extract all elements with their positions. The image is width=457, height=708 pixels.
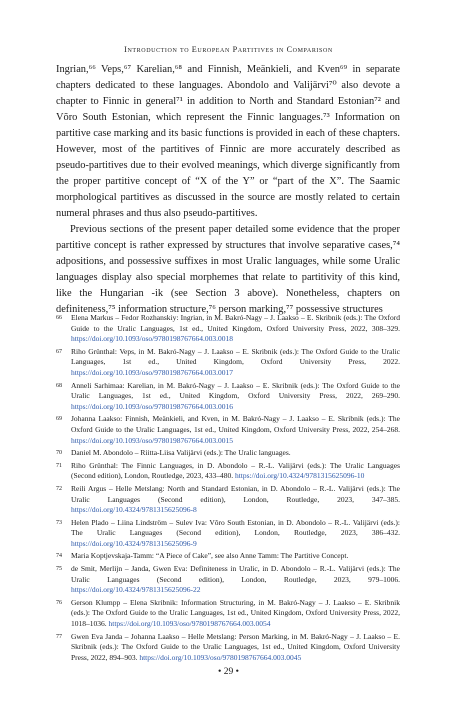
footnote-text: Maria Koptjevskaja-Tamm: “A Piece of Cake”, see also Anne Tamm: The Partitive Concept. [71, 551, 349, 561]
footnote-doi-link[interactable]: https://doi.org/10.1093/oso/9780198767664.003.0017 [71, 367, 233, 377]
footnote-text: Daniel M. Abondolo – Riitta-Liisa Valijärvi (eds.): The Uralic languages. [71, 448, 291, 458]
page-number: • 29 • [218, 667, 239, 677]
footnote-number: 73 [56, 519, 62, 526]
footnote-text: Riho Grünthal: The Finnic Languages, in D. Abondolo – R.-L. Valijärvi (eds.): The Uralic Languages (Second edition), London, Routledge, 2023, 433–480. [71, 460, 400, 481]
footnote-doi-link[interactable]: https://doi.org/10.4324/9781315625096-8 [71, 505, 197, 515]
footnote-doi-link[interactable]: https://doi.org/10.1093/oso/9780198767664.003.0015 [71, 435, 233, 445]
footnote [56, 518, 400, 550]
footnote-number: 68 [56, 382, 62, 389]
footnote-number: 72 [56, 485, 62, 492]
running-head: Introduction to European Partitives in Comparison [124, 45, 333, 54]
footnote [56, 313, 400, 345]
footnote [56, 381, 400, 413]
footnote-text: de Smit, Merlijn – Janda, Gwen Eva: Definiteness in Uralic, in D. Abondolo – R.-L. Valijärvi (eds.): The Uralic Languages (Second edition), London, Routledge, 2023, 979–1006. [71, 564, 400, 584]
footnote-number: 76 [56, 599, 62, 606]
footnote [56, 448, 400, 459]
main-text [56, 62, 400, 318]
footnote-text: Anneli Sarhimaa: Karelian, in M. Bakró-Nagy – J. Laakso – E. Skribnik (eds.): The Oxford Guide to the Uralic Languages, 1st ed., United Kingdom, Oxford University Press, 2022, 269–290. [71, 380, 400, 401]
footnote-number: 66 [56, 315, 62, 321]
footnote-text: Helen Plado – Liina Lindström – Sulev Iva: Võro South Estonian, in D. Abondolo – R.-L. Valijärvi (eds.): The Uralic Languages (Second edition), London, Routledge, 2023, 386–432. [71, 517, 400, 538]
footnote-number: 71 [56, 462, 62, 469]
footnote [56, 347, 400, 379]
paragraph-2: Previous sections of the present paper detailed some evidence that the proper partitive concept is rather expressed by structures that involve separative cases,⁷⁴ adpositions, and possessive suffixes in most Uralic languages, while some Uralic languages display also special morphemes that relate to partitivity of this kind, like the Hungarian -ik (see Section 3 above). Nonetheless, chapters on definiteness,⁷⁵ information structure,⁷⁶ person marking,⁷⁷ possessive structures [56, 224, 400, 315]
footnote-text: Gerson Klumpp – Elena Skribnik: Information Structuring, in M. Bakró-Nagy – J. Laakso – E. Skribnik (eds.): The Oxford Guide to the Uralic Languages, 1st ed., United Kingdom, Oxford University Press, 2022, 1018–1036. [71, 597, 400, 629]
footnote [56, 414, 400, 446]
footnote-number: 74 [56, 553, 62, 560]
footnote [56, 551, 400, 562]
footnote-text: Elena Markus – Fedor Rozhanskiy: Ingrian, in M. Bakró-Nagy – J. Laakso – E. Skribnik (eds.): The Oxford Guide to the Uralic Languages, 1st ed., United Kingdom, Oxford University Press, 2022, 308–329. [71, 313, 400, 333]
footnote-doi-link[interactable]: https://doi.org/10.4324/9781315625096-22 [71, 585, 201, 595]
paragraph-1: Ingrian,⁶⁶ Veps,⁶⁷ Karelian,⁶⁸ and Finnish, Meänkieli, and Kven⁶⁹ in separate chapters dedicated to these languages. Abondolo and Valijärvi⁷⁰ also devote a chapter to Finnic in general⁷¹ in addition to North and Standard Estonian⁷² and Võro South Estonian, which represent the Finnic languages.⁷³ Information on partitive case marking and its basic functions is provided in each of these chapters. However, most of the partitives of Finnic are more accurately described as pseudo-partitives due to their evolved meanings, which diverge significantly from the proper partitive concept of “X of the Y” or “part of the X”. The Saamic morphological partitives as discussed in the source are mostly related to certain numeral phrases and thus also pseudo-partitives. [56, 64, 400, 219]
footnotes [56, 313, 400, 665]
footnote [56, 484, 400, 516]
footnote [56, 461, 400, 482]
footnote-text: Gwen Eva Janda – Johanna Laakso – Helle Metslang: Person Marking, in M. Bakró-Nagy – J. Laakso – E. Skribnik (eds.): The Oxford Guide to the Uralic Languages, 1st ed., United Kingdom, Oxford University Press, 2022, 894–903. [71, 631, 400, 662]
footnote-number: 75 [56, 566, 62, 573]
footnote-doi-link[interactable]: https://doi.org/10.4324/9781315625096-9 [71, 538, 197, 548]
footnote-doi-link[interactable]: https://doi.org/10.1093/oso/9780198767664.003.0016 [71, 401, 233, 411]
footnote-number: 77 [56, 633, 62, 640]
footnote-doi-link[interactable]: https://doi.org/10.1093/oso/9780198767664.003.0018 [71, 334, 233, 344]
footnote [56, 564, 400, 596]
footnote [56, 598, 400, 630]
footnote-doi-link[interactable]: https://doi.org/10.1093/oso/9780198767664.003.0054 [108, 619, 271, 629]
footnote-doi-link[interactable]: https://doi.org/10.4324/9781315625096-10 [234, 471, 365, 481]
footnote-doi-link[interactable]: https://doi.org/10.1093/oso/9780198767664.003.0045 [139, 652, 302, 662]
footnote-number: 67 [56, 348, 62, 355]
footnote-text: Johanna Laakso: Finnish, Meänkieli, and Kven, in M. Bakró-Nagy – J. Laakso – E. Skribnik (eds.): The Oxford Guide to the Uralic Languages, 1st ed., United Kingdom, Oxford University Press, 2022, 254–268. [71, 414, 400, 434]
footnote-number: 70 [56, 450, 62, 457]
footnote-text: Riho Grünthal: Veps, in M. Bakró-Nagy – J. Laakso – E. Skribnik (eds.): The Oxford Guide to the Uralic Languages, 1st ed., United Kingdom, Oxford University Press, 2022. [71, 346, 400, 367]
footnote-number: 69 [56, 416, 62, 423]
footnote-text: Reili Argus – Helle Metslang: North and Standard Estonian, in D. Abondolo – R.-L. Valijärvi (eds.): The Uralic Languages (Second edition), London, Routledge, 2023, 347–385. [71, 483, 400, 504]
footnote [56, 632, 400, 664]
